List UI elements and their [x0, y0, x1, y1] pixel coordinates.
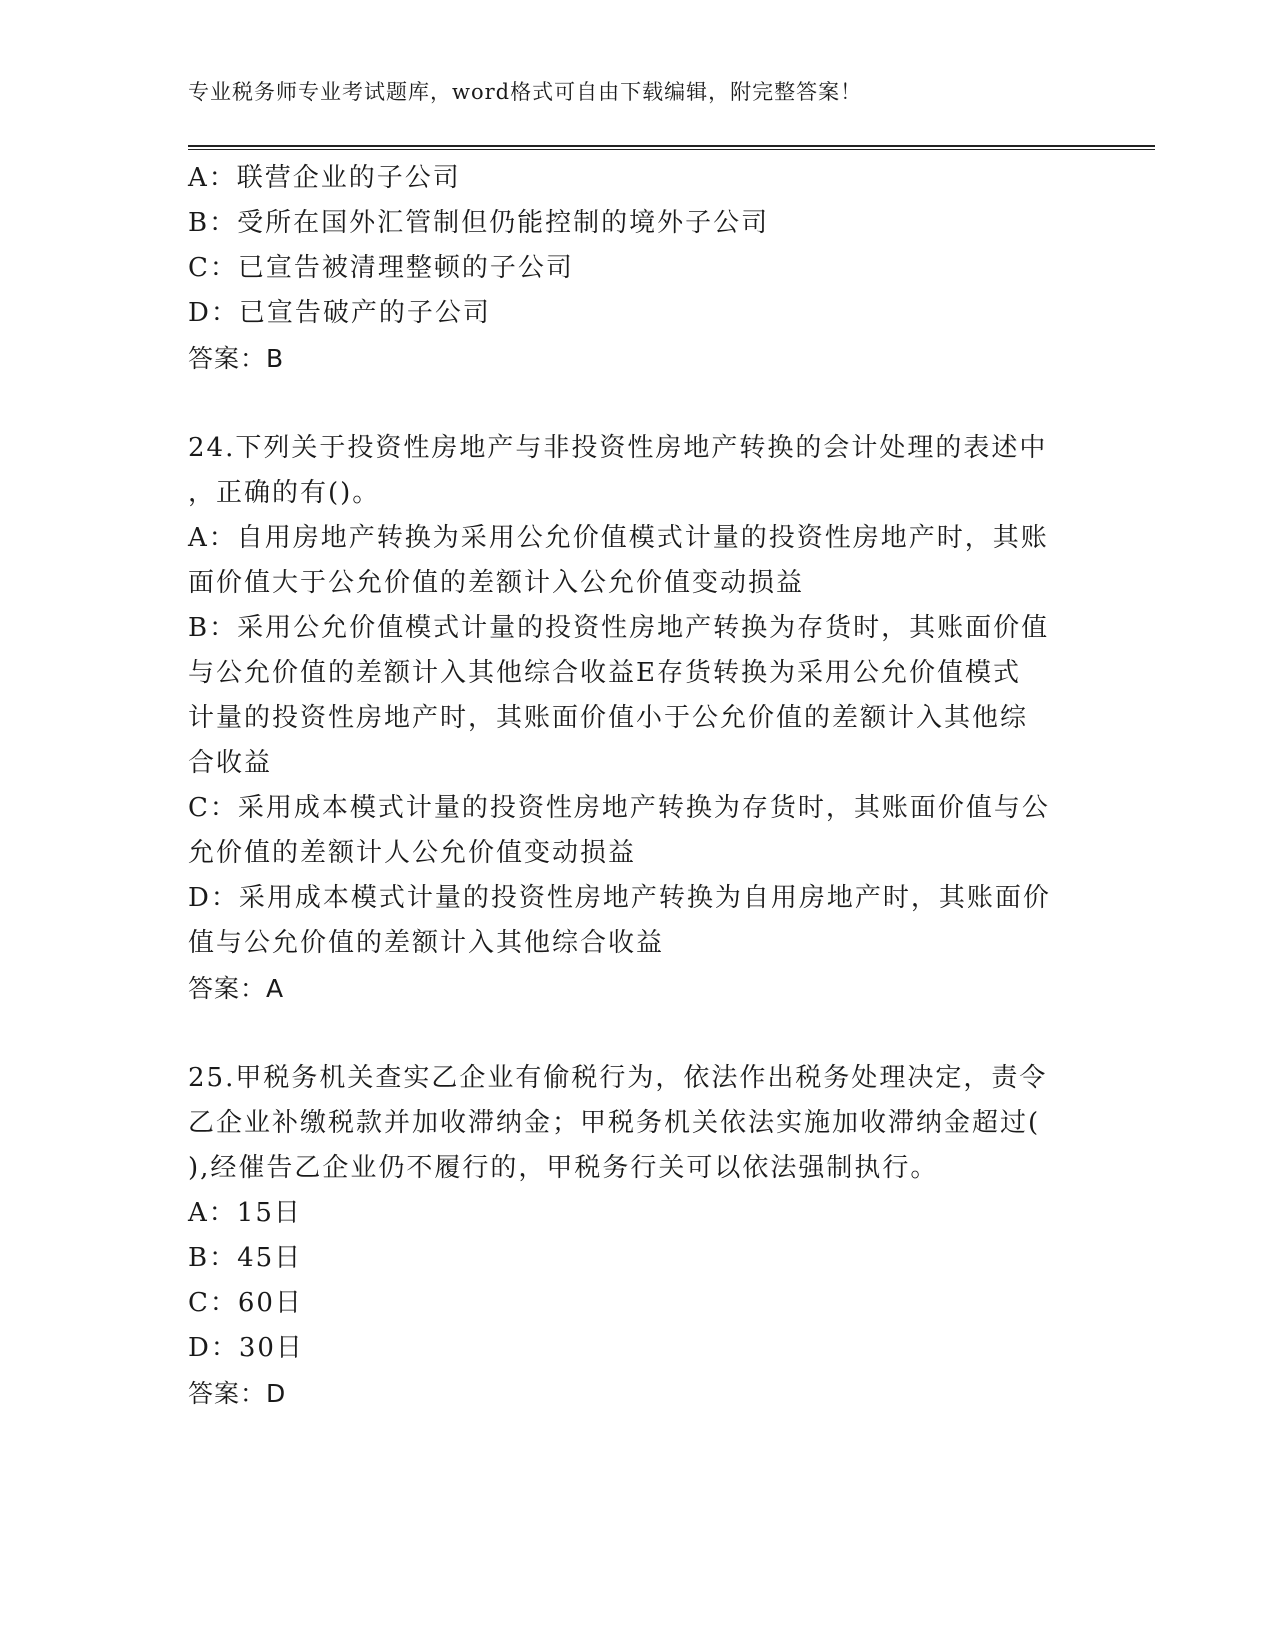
option-d: 值与公允价值的差额计入其他综合收益	[188, 928, 665, 958]
answer: 答案：B	[188, 344, 285, 373]
option-c: C：60日	[188, 1288, 303, 1318]
answer: 答案：D	[188, 1379, 287, 1408]
option-c: C：采用成本模式计量的投资性房地产转换为存货时，其账面价值与公	[188, 793, 1050, 823]
spacer	[188, 1011, 1088, 1056]
question-stem: 25.甲税务机关查实乙企业有偷税行为，依法作出税务处理决定，责令	[188, 1063, 1048, 1093]
question-stem: 24.下列关于投资性房地产与非投资性房地产转换的会计处理的表述中	[188, 433, 1048, 463]
option-b: 与公允价值的差额计入其他综合收益E存货转换为采用公允价值模式	[188, 658, 1021, 688]
option-a: A：自用房地产转换为采用公允价值模式计量的投资性房地产时，其账	[188, 523, 1049, 553]
question-content	[188, 156, 1088, 1416]
option-d: D：30日	[188, 1333, 304, 1363]
option-c: C：已宣告被清理整顿的子公司	[188, 253, 574, 283]
question-25	[188, 1056, 1088, 1416]
question-24	[188, 426, 1088, 1011]
option-b: B：采用公允价值模式计量的投资性房地产转换为存货时，其账面价值	[188, 613, 1050, 643]
option-b: 计量的投资性房地产时，其账面价值小于公允价值的差额计入其他综	[188, 703, 1029, 733]
question-stem: ),经催告乙企业仍不履行的，甲税务行关可以依法强制执行。	[188, 1153, 939, 1183]
option-a: A：15日	[188, 1198, 302, 1228]
option-c: 允价值的差额计人公允价值变动损益	[188, 838, 637, 868]
question-stem: ，正确的有()。	[188, 478, 381, 508]
option-a: A：联营企业的子公司	[188, 163, 461, 193]
option-b: B：受所在国外汇管制但仍能控制的境外子公司	[188, 208, 770, 238]
option-d: D：采用成本模式计量的投资性房地产转换为自用房地产时，其账面价	[188, 883, 1051, 913]
header-divider	[188, 145, 1155, 150]
spacer	[188, 381, 1088, 426]
question-23-tail	[188, 156, 1088, 381]
page-header: 专业税务师专业考试题库，word格式可自由下载编辑，附完整答案！	[188, 80, 863, 104]
option-a: 面价值大于公允价值的差额计入公允价值变动损益	[188, 568, 805, 598]
question-stem: 乙企业补缴税款并加收滞纳金；甲税务机关依法实施加收滞纳金超过(	[188, 1108, 1041, 1138]
answer: 答案：A	[188, 974, 285, 1003]
option-b: B：45日	[188, 1243, 303, 1273]
option-d: D：已宣告破产的子公司	[188, 298, 491, 328]
option-b: 合收益	[188, 748, 273, 778]
